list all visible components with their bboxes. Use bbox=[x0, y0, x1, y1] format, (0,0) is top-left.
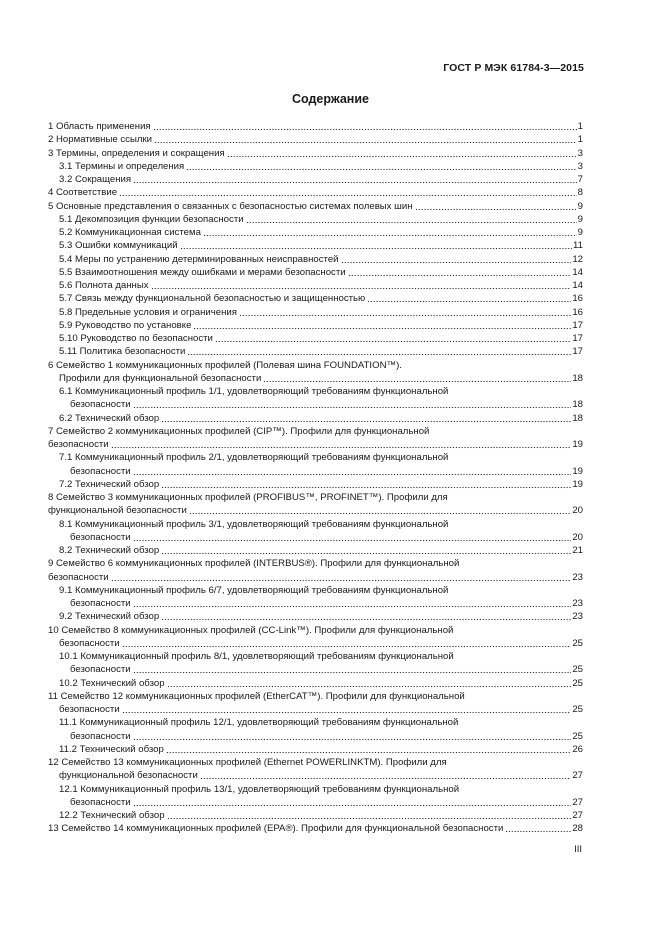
toc-entry-line bbox=[59, 266, 583, 279]
dot-leader bbox=[133, 798, 572, 807]
toc-entry-title: 13 Семейство 14 коммуникационных профилей (EPA®). Профили для функциональной безопасности bbox=[48, 823, 504, 835]
toc-entry-title: безопасности bbox=[59, 704, 120, 715]
toc-entry-title: 7 Семейство 2 коммуникационных профилей (CIP™). Профили для функциональной bbox=[48, 425, 430, 437]
toc-entry-page: 14 bbox=[572, 266, 583, 278]
toc-entry-line bbox=[59, 345, 583, 358]
dot-leader bbox=[227, 149, 577, 158]
toc-entry-page: 21 bbox=[572, 545, 583, 556]
toc-entry-page: 25 bbox=[572, 704, 583, 715]
toc-entry-line bbox=[59, 160, 583, 173]
toc-entry-page: 19 bbox=[572, 465, 583, 477]
toc-entry-line bbox=[48, 571, 583, 584]
toc-entry-line bbox=[59, 412, 583, 425]
dot-leader bbox=[133, 599, 572, 608]
toc-entry-page: 17 bbox=[572, 346, 583, 358]
dot-leader bbox=[153, 122, 577, 131]
toc-entry-line-wrap bbox=[59, 518, 583, 531]
toc-entry-title: 12.1 Коммуникационный профиль 13/1, удовлетворяющий требованиям функциональной bbox=[59, 783, 460, 795]
toc-entry-page: 9 bbox=[577, 227, 583, 238]
toc-entry-page: 7 bbox=[577, 174, 583, 185]
dot-leader bbox=[122, 705, 572, 714]
toc-entry-line bbox=[59, 743, 583, 756]
dot-leader bbox=[348, 268, 572, 277]
toc-entry-line bbox=[48, 147, 583, 160]
dot-leader bbox=[133, 665, 572, 674]
toc-entry-title: 12.2 Технический обзор bbox=[59, 810, 165, 821]
toc-entry-line bbox=[70, 398, 583, 411]
toc-entry-title: 5.2 Коммуникационная система bbox=[59, 227, 201, 238]
toc-entry-title: 9.2 Технический обзор bbox=[59, 611, 160, 623]
toc-entry-title: 1 Область применения bbox=[48, 121, 151, 132]
toc-entry-title: 8.2 Технический обзор bbox=[59, 545, 160, 556]
toc-entry-title: 5.8 Предельные условия и ограничения bbox=[59, 306, 237, 318]
toc-entry-title: 12 Семейство 13 коммуникационных профилей (Ethernet POWERLINKTM). Профили для bbox=[48, 757, 447, 768]
toc-entry-page: 3 bbox=[577, 160, 583, 172]
toc-entry-page: 19 bbox=[572, 478, 583, 490]
toc-entry-line-wrap bbox=[48, 491, 583, 504]
toc-entry-title: Профили для функциональной безопасности bbox=[59, 372, 262, 384]
dot-leader bbox=[203, 228, 577, 237]
toc-entry-page: 18 bbox=[572, 412, 583, 424]
toc-entry-title: безопасности bbox=[59, 637, 120, 649]
dot-leader bbox=[200, 771, 572, 780]
toc-entry-title: 10.1 Коммуникационный профиль 8/1, удовлетворяющий требованиям функциональной bbox=[59, 651, 454, 662]
toc-entry-line bbox=[70, 796, 583, 809]
toc-entry-line bbox=[48, 133, 583, 146]
dot-leader bbox=[167, 811, 572, 820]
dot-leader bbox=[215, 334, 571, 343]
dot-leader bbox=[154, 135, 577, 144]
toc-entry-line bbox=[59, 478, 583, 491]
toc-entry-page: 18 bbox=[572, 372, 583, 384]
toc-entry-line bbox=[48, 822, 583, 835]
dot-leader bbox=[133, 400, 572, 409]
toc-entry-title: 5.10 Руководство по безопасности bbox=[59, 333, 213, 344]
toc-entry-title: безопасности bbox=[48, 439, 109, 450]
toc-entry-title: 11 Семейство 12 коммуникационных профилей (EtherCAT™). Профили для функциональной bbox=[48, 690, 465, 702]
toc-entry-title: 4 Соответствие bbox=[48, 187, 118, 199]
toc-entry-page: 17 bbox=[572, 319, 583, 331]
toc-entry-line bbox=[48, 200, 583, 213]
dot-leader bbox=[122, 639, 572, 648]
dot-leader bbox=[133, 467, 572, 476]
page-title: Содержание bbox=[291, 92, 369, 106]
toc-entry-line-wrap bbox=[59, 584, 583, 597]
toc-entry-line bbox=[59, 279, 583, 292]
toc-entry-line-wrap bbox=[59, 783, 583, 796]
toc-entry-page: 16 bbox=[572, 293, 583, 305]
toc-entry-title: безопасности bbox=[70, 598, 131, 609]
dot-leader bbox=[133, 175, 577, 184]
dot-leader bbox=[161, 612, 571, 621]
dot-leader bbox=[133, 533, 572, 542]
toc-entry-line bbox=[59, 637, 583, 650]
toc-entry-title: 5.6 Полнота данных bbox=[59, 280, 149, 291]
toc-entry-line bbox=[59, 372, 583, 385]
toc-entry-title: функциональной безопасности bbox=[48, 505, 187, 517]
toc-entry-title: 6.1 Коммуникационный профиль 1/1, удовлетворяющий требованиям функциональной bbox=[59, 386, 449, 397]
dot-leader bbox=[189, 506, 572, 515]
dot-leader bbox=[133, 732, 572, 741]
toc-entry-line bbox=[70, 597, 583, 610]
toc-entry-title: 3 Термины, определения и сокращения bbox=[48, 147, 225, 159]
toc-entry-page: 8 bbox=[577, 187, 583, 199]
toc-entry-line bbox=[70, 465, 583, 478]
dot-leader bbox=[505, 824, 571, 833]
toc-entry-page: 14 bbox=[572, 280, 583, 291]
toc-entry-title: безопасности bbox=[70, 531, 131, 543]
dot-leader bbox=[180, 241, 572, 250]
toc-entry-line-wrap bbox=[59, 385, 583, 398]
toc-entry-line bbox=[59, 332, 583, 345]
toc-entry-title: безопасности bbox=[70, 465, 131, 477]
toc-entry-title: 7.1 Коммуникационный профиль 2/1, удовлетворяющий требованиям функциональной bbox=[59, 452, 449, 464]
toc-entry-title: 9 Семейство 6 коммуникационных профилей (INTERBUS®). Профили для функциональной bbox=[48, 558, 460, 570]
toc-entry-title: 3.1 Термины и определения bbox=[59, 160, 185, 172]
toc-entry-title: 5.9 Руководство по установке bbox=[59, 319, 192, 331]
toc-entry-line bbox=[59, 173, 583, 186]
dot-leader bbox=[239, 308, 571, 317]
toc-entry-line bbox=[48, 120, 583, 133]
toc-entry-title: безопасности bbox=[70, 730, 131, 742]
dot-leader bbox=[151, 281, 572, 290]
toc-entry-line bbox=[48, 438, 583, 451]
toc-entry-page: 16 bbox=[572, 306, 583, 318]
dot-leader bbox=[367, 294, 571, 303]
toc-entry-page: 23 bbox=[572, 598, 583, 609]
dot-leader bbox=[111, 440, 572, 449]
toc-entry-line bbox=[70, 730, 583, 743]
toc-entry-line bbox=[59, 809, 583, 822]
toc-entry-line bbox=[59, 253, 583, 266]
toc-entry-page: 25 bbox=[572, 637, 583, 649]
toc-entry-title: 2 Нормативные ссылки bbox=[48, 134, 153, 146]
toc-entry-line-wrap bbox=[59, 650, 583, 663]
toc-entry-page: 23 bbox=[572, 611, 583, 623]
toc-entry-line-wrap bbox=[59, 716, 583, 729]
toc-entry-page: 1 bbox=[577, 134, 583, 146]
toc-entry-title: 11.1 Коммуникационный профиль 12/1, удовлетворяющий требованиям функциональной bbox=[59, 717, 459, 729]
toc-entry-title: 5.4 Меры по устранению детерминированных неисправностей bbox=[59, 253, 339, 265]
toc-entry-line-wrap bbox=[48, 690, 583, 703]
toc-entry-title: 10 Семейство 8 коммуникационных профилей (CC-Link™). Профили для функциональной bbox=[48, 624, 454, 636]
dot-leader bbox=[186, 162, 576, 171]
dot-leader bbox=[193, 321, 571, 330]
toc-entry-title: безопасности bbox=[70, 664, 131, 676]
dot-leader bbox=[161, 414, 571, 423]
toc-entry-title: безопасности bbox=[70, 796, 131, 808]
toc-entry-page: 17 bbox=[572, 333, 583, 344]
dot-leader bbox=[161, 546, 571, 555]
toc-entry-line-wrap bbox=[48, 425, 583, 438]
toc-entry-line-wrap bbox=[59, 451, 583, 464]
toc-entry-title: 5.3 Ошибки коммуникаций bbox=[59, 240, 178, 252]
toc-entry-page: 20 bbox=[572, 531, 583, 543]
dot-leader bbox=[187, 347, 571, 356]
dot-leader bbox=[166, 745, 572, 754]
document-code: ГОСТ Р МЭК 61784-3—2015 bbox=[443, 62, 584, 74]
dot-leader bbox=[246, 215, 577, 224]
toc-entry-title: 5.5 Взаимоотношения между ошибками и мерами безопасности bbox=[59, 266, 346, 278]
toc-entry-page: 27 bbox=[572, 796, 583, 808]
dot-leader bbox=[341, 255, 572, 264]
toc-entry-page: 18 bbox=[572, 399, 583, 411]
toc-entry-title: 11.2 Технический обзор bbox=[59, 743, 164, 755]
toc-entry-line bbox=[70, 531, 583, 544]
page-number: III bbox=[574, 844, 582, 855]
toc-entry-page: 23 bbox=[572, 571, 583, 583]
toc-entry-title: 6 Семейство 1 коммуникационных профилей (Полевая шина FOUNDATION™). bbox=[48, 359, 402, 371]
toc-entry-line-wrap bbox=[48, 624, 583, 637]
dot-leader bbox=[161, 480, 571, 489]
toc-entry-line-wrap bbox=[48, 557, 583, 570]
toc-entry-line bbox=[59, 677, 583, 690]
toc-entry-line bbox=[70, 663, 583, 676]
toc-entry-title: безопасности bbox=[70, 399, 131, 411]
toc-entry-line bbox=[59, 226, 583, 239]
toc-entry-page: 25 bbox=[572, 664, 583, 676]
dot-leader bbox=[119, 188, 577, 197]
toc-entry-line bbox=[59, 213, 583, 226]
toc-entry-title: 8.1 Коммуникационный профиль 3/1, удовлетворяющий требованиям функциональной bbox=[59, 518, 449, 530]
toc-entry-page: 27 bbox=[572, 810, 583, 821]
toc-entry-page: 25 bbox=[572, 730, 583, 742]
toc-entry-title: функциональной безопасности bbox=[59, 770, 198, 782]
toc-entry-line bbox=[48, 504, 583, 517]
toc-entry-line bbox=[59, 319, 583, 332]
toc-entry-line bbox=[59, 769, 583, 782]
toc-entry-line bbox=[48, 186, 583, 199]
dot-leader bbox=[111, 573, 572, 582]
toc-entry-title: 5.11 Политика безопасности bbox=[59, 346, 186, 358]
dot-leader bbox=[263, 374, 571, 383]
toc-entry-title: безопасности bbox=[48, 571, 109, 583]
toc-entry-page: 9 bbox=[577, 213, 583, 225]
toc-entry-page: 1 bbox=[577, 121, 583, 132]
toc-entry-page: 11 bbox=[573, 240, 583, 252]
toc-entry-page: 3 bbox=[577, 147, 583, 159]
toc-entry-title: 5 Основные представления о связанных с безопасностью системах полевых шин bbox=[48, 200, 413, 212]
dot-leader bbox=[415, 202, 577, 211]
toc-entry-page: 27 bbox=[572, 770, 583, 782]
toc-entry-line bbox=[59, 306, 583, 319]
toc-entry-page: 20 bbox=[572, 505, 583, 517]
toc-entry-page: 25 bbox=[572, 677, 583, 689]
toc-entry-title: 3.2 Сокращения bbox=[59, 174, 132, 185]
toc-entry-line bbox=[59, 703, 583, 716]
toc-entry-page: 12 bbox=[572, 253, 583, 265]
toc-entry-page: 9 bbox=[577, 200, 583, 212]
toc-entry-line bbox=[59, 610, 583, 623]
toc-entry-title: 7.2 Технический обзор bbox=[59, 478, 160, 490]
toc-entry-title: 10.2 Технический обзор bbox=[59, 677, 165, 689]
toc-entry-line bbox=[59, 292, 583, 305]
toc-entry-title: 5.7 Связь между функциональной безопасностью и защищенностью bbox=[59, 293, 366, 305]
toc-entry-line-wrap bbox=[48, 756, 583, 769]
toc-entry-line-wrap bbox=[48, 359, 583, 372]
toc-entry-title: 9.1 Коммуникационный профиль 6/7, удовлетворяющий требованиям функциональной bbox=[59, 584, 449, 596]
toc-entry-line bbox=[59, 544, 583, 557]
toc-entry-page: 28 bbox=[572, 823, 583, 835]
toc-entry-page: 19 bbox=[572, 439, 583, 450]
toc-entry-page: 26 bbox=[572, 743, 583, 755]
dot-leader bbox=[167, 679, 572, 688]
toc-entry-title: 6.2 Технический обзор bbox=[59, 412, 160, 424]
toc-entry-title: 5.1 Декомпозиция функции безопасности bbox=[59, 213, 244, 225]
toc-entry-title: 8 Семейство 3 коммуникационных профилей (PROFIBUS™, PROFINET™). Профили для bbox=[48, 492, 448, 503]
toc-entry-line bbox=[59, 239, 583, 252]
